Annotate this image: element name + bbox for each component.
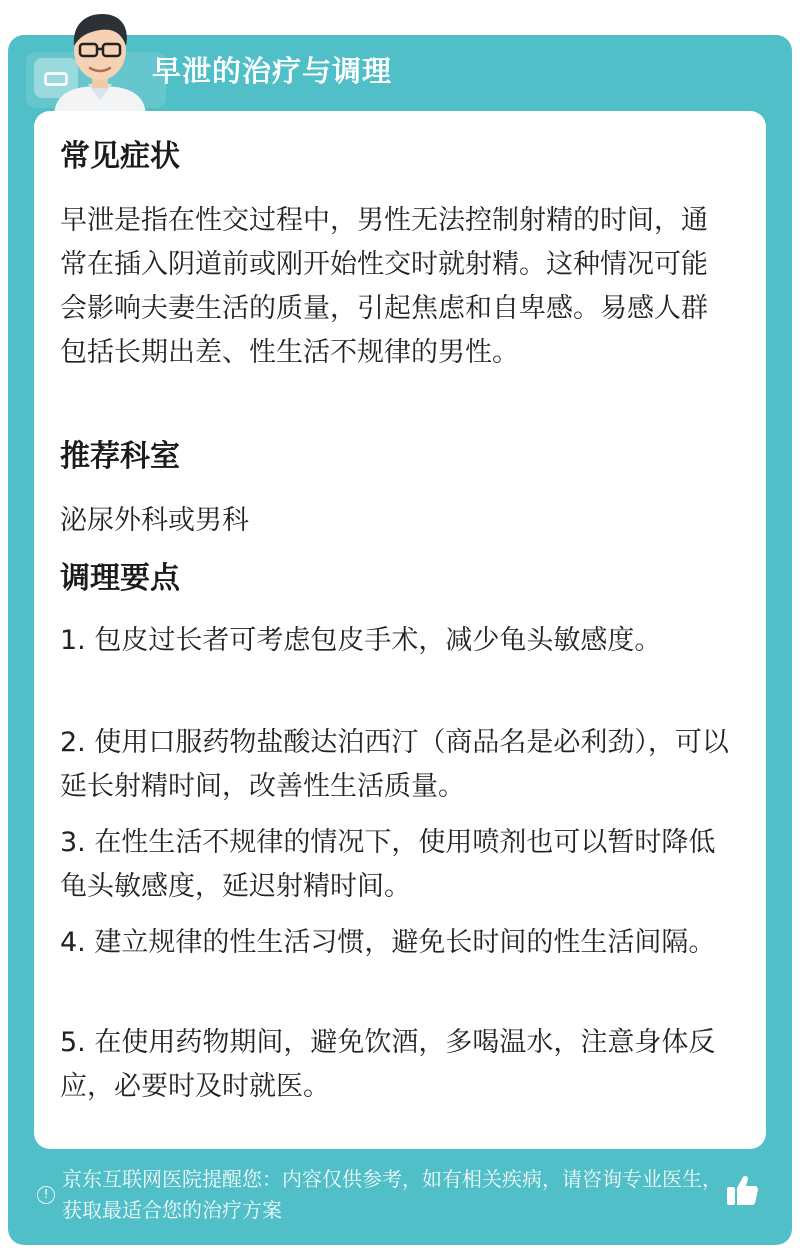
- department-text: 泌尿外科或男科: [60, 505, 249, 536]
- symptoms-text: 早泄是指在性交过程中，男性无法控制射精的时间，通常在插入阴道前或刚开始性交时就射精。这种情况可能会影响夫妻生活的质量，引起焦虑和自卑感。易感人群包括长期出差、性生活不规律的男性。: [60, 205, 708, 368]
- care-item: 1. 包皮过长者可考虑包皮手术，减少龟头敏感度。: [60, 625, 662, 656]
- care-item: 4. 建立规律的性生活习惯，避免长时间的性生活间隔。: [60, 927, 716, 958]
- thumbs-up-icon[interactable]: [724, 1172, 760, 1208]
- info-icon: !: [37, 1186, 55, 1204]
- footer-disclaimer: 京东互联网医院提醒您：内容仅供参考，如有相关疾病，请咨询专业医生，获取最适合您的治疗方案: [62, 1167, 722, 1222]
- content-card: [34, 111, 766, 1149]
- page-title: 早泄的治疗与调理: [152, 54, 393, 88]
- care-item: 2. 使用口服药物盐酸达泊西汀（商品名是必利劲），可以延长射精时间，改善性生活质量。: [60, 727, 729, 802]
- care-item: 5. 在使用药物期间，避免饮酒，多喝温水，注意身体反应，必要时及时就医。: [60, 1027, 716, 1102]
- care-heading: 调理要点: [60, 561, 180, 596]
- care-item: 3. 在性生活不规律的情况下，使用喷剂也可以暂时降低龟头敏感度，延迟射精时间。: [60, 827, 716, 902]
- department-heading: 推荐科室: [60, 439, 180, 474]
- doctor-avatar-icon: [40, 6, 160, 114]
- symptoms-heading: 常见症状: [60, 139, 180, 174]
